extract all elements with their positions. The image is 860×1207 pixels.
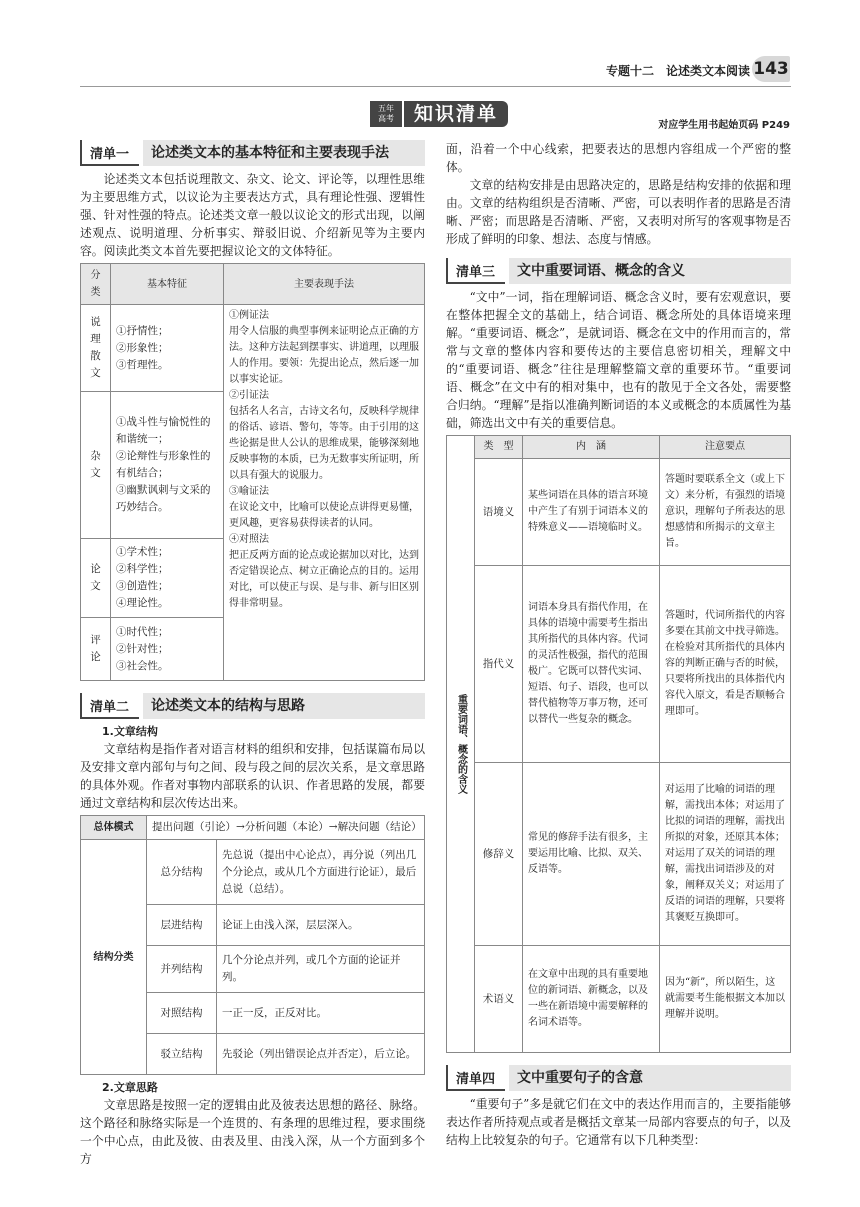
structure-desc: 先驳论（列出错误论点并否定），后立论。 xyxy=(217,1034,425,1075)
features-header-cat: 分类 xyxy=(81,264,111,305)
thought-paragraph: 文章思路是按照一定的逻辑由此及彼表达思想的路径、脉络。这个路径和脉络实际是一个连贯的、有条理的思维过程，要求围绕一个中心点，由此及彼、由表及里、由浅入深，从一个方面到多个方 xyxy=(80,1098,425,1166)
word-note: 答题时要联系全文（或上下文）来分析，有强烈的语境意识，理解句子所表达的思想感情和所揭示的文章主旨。 xyxy=(660,459,791,566)
table-row xyxy=(81,840,425,905)
table-row xyxy=(81,816,425,840)
feature-cell xyxy=(111,305,224,392)
section1-intro: 论述类文本包括说理散文、杂文、论文、评论等，以理性思维为主要思维方式，以议论为主要表达方式，具有理论性强、逻辑性强、针对性强的特点。论述类文章一般以议论文的形式出现，以阐述观点、说明道理、分析事实、辩驳旧说、介绍新见等为主要内容。阅读此类文本首先要把握议论文的文体特征。 xyxy=(80,172,425,258)
feature-item: ③社会性。 xyxy=(116,659,169,672)
category-cell: 评论 xyxy=(81,618,111,681)
words-table xyxy=(446,435,791,1053)
thought-paragraph-2: 文章的结构安排是由思路决定的，思路是结构安排的依据和理由。文章的结构组织是否清晰、严密，可以表明作者的思路是否清晰、严密；而思路是否清晰、严密，又表明对所写的客观事物是否形成了鲜明的印象、想法、态度与情感。 xyxy=(446,178,791,246)
words-table-header xyxy=(447,436,791,459)
structure-name: 层进结构 xyxy=(147,905,217,946)
section4-heading xyxy=(446,1065,791,1091)
table-row xyxy=(447,566,791,763)
page-reference: 对应学生用书起始页码 P249 xyxy=(658,120,790,131)
method-desc: 把正反两方面的论点或论据加以对比，达到否定错误论点、树立正确论点的目的。运用对比，可以使正与误、是与非、新与旧区别得非常明显。 xyxy=(229,550,419,609)
category-cell: 论文 xyxy=(81,539,111,618)
banner-tag-line2: 高考 xyxy=(378,114,394,123)
features-table-header xyxy=(81,264,425,305)
feature-cell xyxy=(111,618,224,681)
header-divider xyxy=(80,86,791,87)
banner-tag-line1: 五年 xyxy=(378,104,394,113)
words-header-meaning: 内 涵 xyxy=(523,436,660,459)
section4-title: 文中重要句子的含意 xyxy=(509,1065,791,1091)
feature-item: ①学术性； xyxy=(116,546,169,558)
features-table xyxy=(80,263,425,681)
word-meaning: 在文章中出现的具有重要地位的新词语、新概念，以及一些在新语境中需要解释的名词术语等。 xyxy=(523,946,660,1053)
banner-title: 知识清单 xyxy=(404,101,508,127)
method-name: ②引证法 xyxy=(229,390,269,401)
word-note: 对运用了比喻的词语的理解，需找出本体；对运用了比拟的词语的理解，需找出所拟的对象，还原其本体；对运用了双关的词语的理解，需找出词语涉及的对象，阐释双关义；对运用了反语的词语的理解，只要将其褒贬互换即可。 xyxy=(660,763,791,946)
word-meaning: 词语本身具有指代作用，在具体的语境中需要考生指出其所指代的具体内容。代词的灵活性极强，指代的范围极广。它既可以替代实词、短语、句子、语段，也可以替代植物等万事万物，还可以替代一些复杂的概念。 xyxy=(523,566,660,763)
structure-desc: 先总说（提出中心论点），再分说（列出几个分论点，或从几个方面进行论证），最后总说（总结）。 xyxy=(217,840,425,905)
feature-cell xyxy=(111,392,224,539)
section3-title: 文中重要词语、概念的含义 xyxy=(509,258,791,284)
words-header-type: 类 型 xyxy=(475,436,523,459)
table-row xyxy=(447,459,791,566)
banner-tag xyxy=(370,101,402,127)
section3-heading xyxy=(446,258,791,284)
section-banner xyxy=(370,101,508,127)
features-header-method: 主要表现手法 xyxy=(224,264,425,305)
methods-cell xyxy=(224,305,425,681)
word-note: 因为“新”，所以陌生，这就需要考生能根据文本加以理解并说明。 xyxy=(660,946,791,1053)
feature-item: ②论辩性与形象性的有机结合； xyxy=(116,450,211,479)
feature-item: ①战斗性与愉悦性的和谐统一； xyxy=(116,416,211,445)
running-header: 专题十二 论述类文本阅读 xyxy=(605,64,750,78)
section4-tag: 清单四 xyxy=(446,1065,505,1091)
method-name: ①例证法 xyxy=(229,310,269,321)
feature-item: ③哲理性。 xyxy=(116,358,169,371)
feature-item: ③创造性； xyxy=(116,580,169,592)
section3-paragraph: “文中”一词，指在理解词语、概念含义时，要有宏观意识，要在整体把握全文的基础上，结合词语、概念所处的具体语境来理解。“重要词语、概念”，是就词语、概念在文中的作用而言的，常常与文章的整体内容和要传达的主要信息密切相关，理解文中的“重要词语、概念”往往是理解整篇文章的重要环节。“重要词语、概念”在文中有的相对集中，也有的散见于全文各处，需要整合归纳。“理解”是指以准确判断词语的本义或概念的本质属性为基础，筛选出文中有关的重要信息。 xyxy=(446,290,791,430)
structure-name: 并列结构 xyxy=(147,946,217,993)
method-desc: 包括名人名言，古诗文名句，反映科学规律的俗话、谚语、警句，等等。由于引用的这些论据是世人公认的思维成果，能够深刻地反映事物的本质，已为无数事实所证明，所以具有强大的说服力。 xyxy=(229,406,419,481)
section3-tag: 清单三 xyxy=(446,258,505,284)
feature-item: ①抒情性； xyxy=(116,324,169,337)
word-type: 语境义 xyxy=(475,459,523,566)
subheading-thought: 2.文章思路 xyxy=(102,1081,158,1094)
words-side-label: 重要词语、概念的含义 xyxy=(447,436,475,1053)
word-type: 修辞义 xyxy=(475,763,523,946)
table-row xyxy=(447,763,791,946)
category-cell: 杂文 xyxy=(81,392,111,539)
feature-item: ③幽默讽刺与文采的巧妙结合。 xyxy=(116,484,211,513)
feature-item: ②针对性； xyxy=(116,642,169,655)
pattern-value: 提出问题（引论）→分析问题（本论）→解决问题（结论） xyxy=(147,816,425,840)
word-type: 指代义 xyxy=(475,566,523,763)
category-cell: 说理散文 xyxy=(81,305,111,392)
left-column xyxy=(80,140,425,1168)
structure-paragraph: 文章结构是指作者对语言材料的组织和安排，包括谋篇布局以及安排文章内部句与句之间、段与段之间的层次关系，是文章思路的具体外观。作者对事物内部联系的认识、作者思路的发展，都要通过文章结构和层次传达出来。 xyxy=(80,742,425,810)
right-column xyxy=(446,140,791,1149)
page-number: 143 xyxy=(752,56,790,82)
section4-paragraph: “重要句子”多是就它们在文中的表达作用而言的，主要指能够表达作者所持观点或者是概括文章某一局部内容要点的句子，以及结构上比较复杂的句子。它通常有以下几种类型： xyxy=(446,1097,791,1147)
section2-heading xyxy=(80,693,425,719)
method-desc: 用令人信服的典型事例来证明论点正确的方法。这种方法起到摆事实、讲道理，以理服人的作用。要领：先提出论点，然后逐一加以事实论证。 xyxy=(229,326,419,385)
thought-paragraph-continued: 面，沿着一个中心线索，把要表达的思想内容组成一个严密的整体。 xyxy=(446,142,791,174)
words-header-note: 注意要点 xyxy=(660,436,791,459)
table-row xyxy=(81,305,425,392)
structure-name: 总分结构 xyxy=(147,840,217,905)
pattern-label: 总体模式 xyxy=(81,816,147,840)
word-meaning: 某些词语在具体的语言环境中产生了有别于词语本义的特殊意义——语境临时义。 xyxy=(523,459,660,566)
word-type: 术语义 xyxy=(475,946,523,1053)
section2-title: 论述类文本的结构与思路 xyxy=(143,693,425,719)
feature-item: ②科学性； xyxy=(116,563,169,575)
section1-heading xyxy=(80,140,425,166)
section1-tag: 清单一 xyxy=(80,140,139,166)
section2-tag: 清单二 xyxy=(80,693,139,719)
feature-item: ②形象性； xyxy=(116,341,169,354)
structure-desc: 论证上由浅入深，层层深入。 xyxy=(217,905,425,946)
method-name: ④对照法 xyxy=(229,534,269,545)
word-meaning: 常见的修辞手法有很多，主要运用比喻、比拟、双关、反语等。 xyxy=(523,763,660,946)
structure-desc: 几个分论点并列，或几个方面的论证并列。 xyxy=(217,946,425,993)
table-row xyxy=(447,946,791,1053)
feature-item: ①时代性； xyxy=(116,625,169,638)
method-desc: 在议论文中，比喻可以使论点讲得更易懂，更风趣，更容易获得读者的认同。 xyxy=(229,502,419,529)
method-name: ③喻证法 xyxy=(229,486,269,497)
feature-cell xyxy=(111,539,224,618)
class-label: 结构分类 xyxy=(81,840,147,1075)
features-header-feature: 基本特征 xyxy=(111,264,224,305)
structure-name: 驳立结构 xyxy=(147,1034,217,1075)
structure-table xyxy=(80,815,425,1075)
feature-item: ④理论性。 xyxy=(116,597,169,609)
section1-title: 论述类文本的基本特征和主要表现手法 xyxy=(143,140,425,166)
structure-name: 对照结构 xyxy=(147,993,217,1034)
subheading-structure: 1.文章结构 xyxy=(102,725,158,738)
structure-desc: 一正一反，正反对比。 xyxy=(217,993,425,1034)
word-note: 答题时，代词所指代的内容多要在其前文中找寻筛选。在检验对其所指代的具体内容的判断正确与否的时候，只要将所找出的具体指代内容代入原文，看是否顺畅合理即可。 xyxy=(660,566,791,763)
